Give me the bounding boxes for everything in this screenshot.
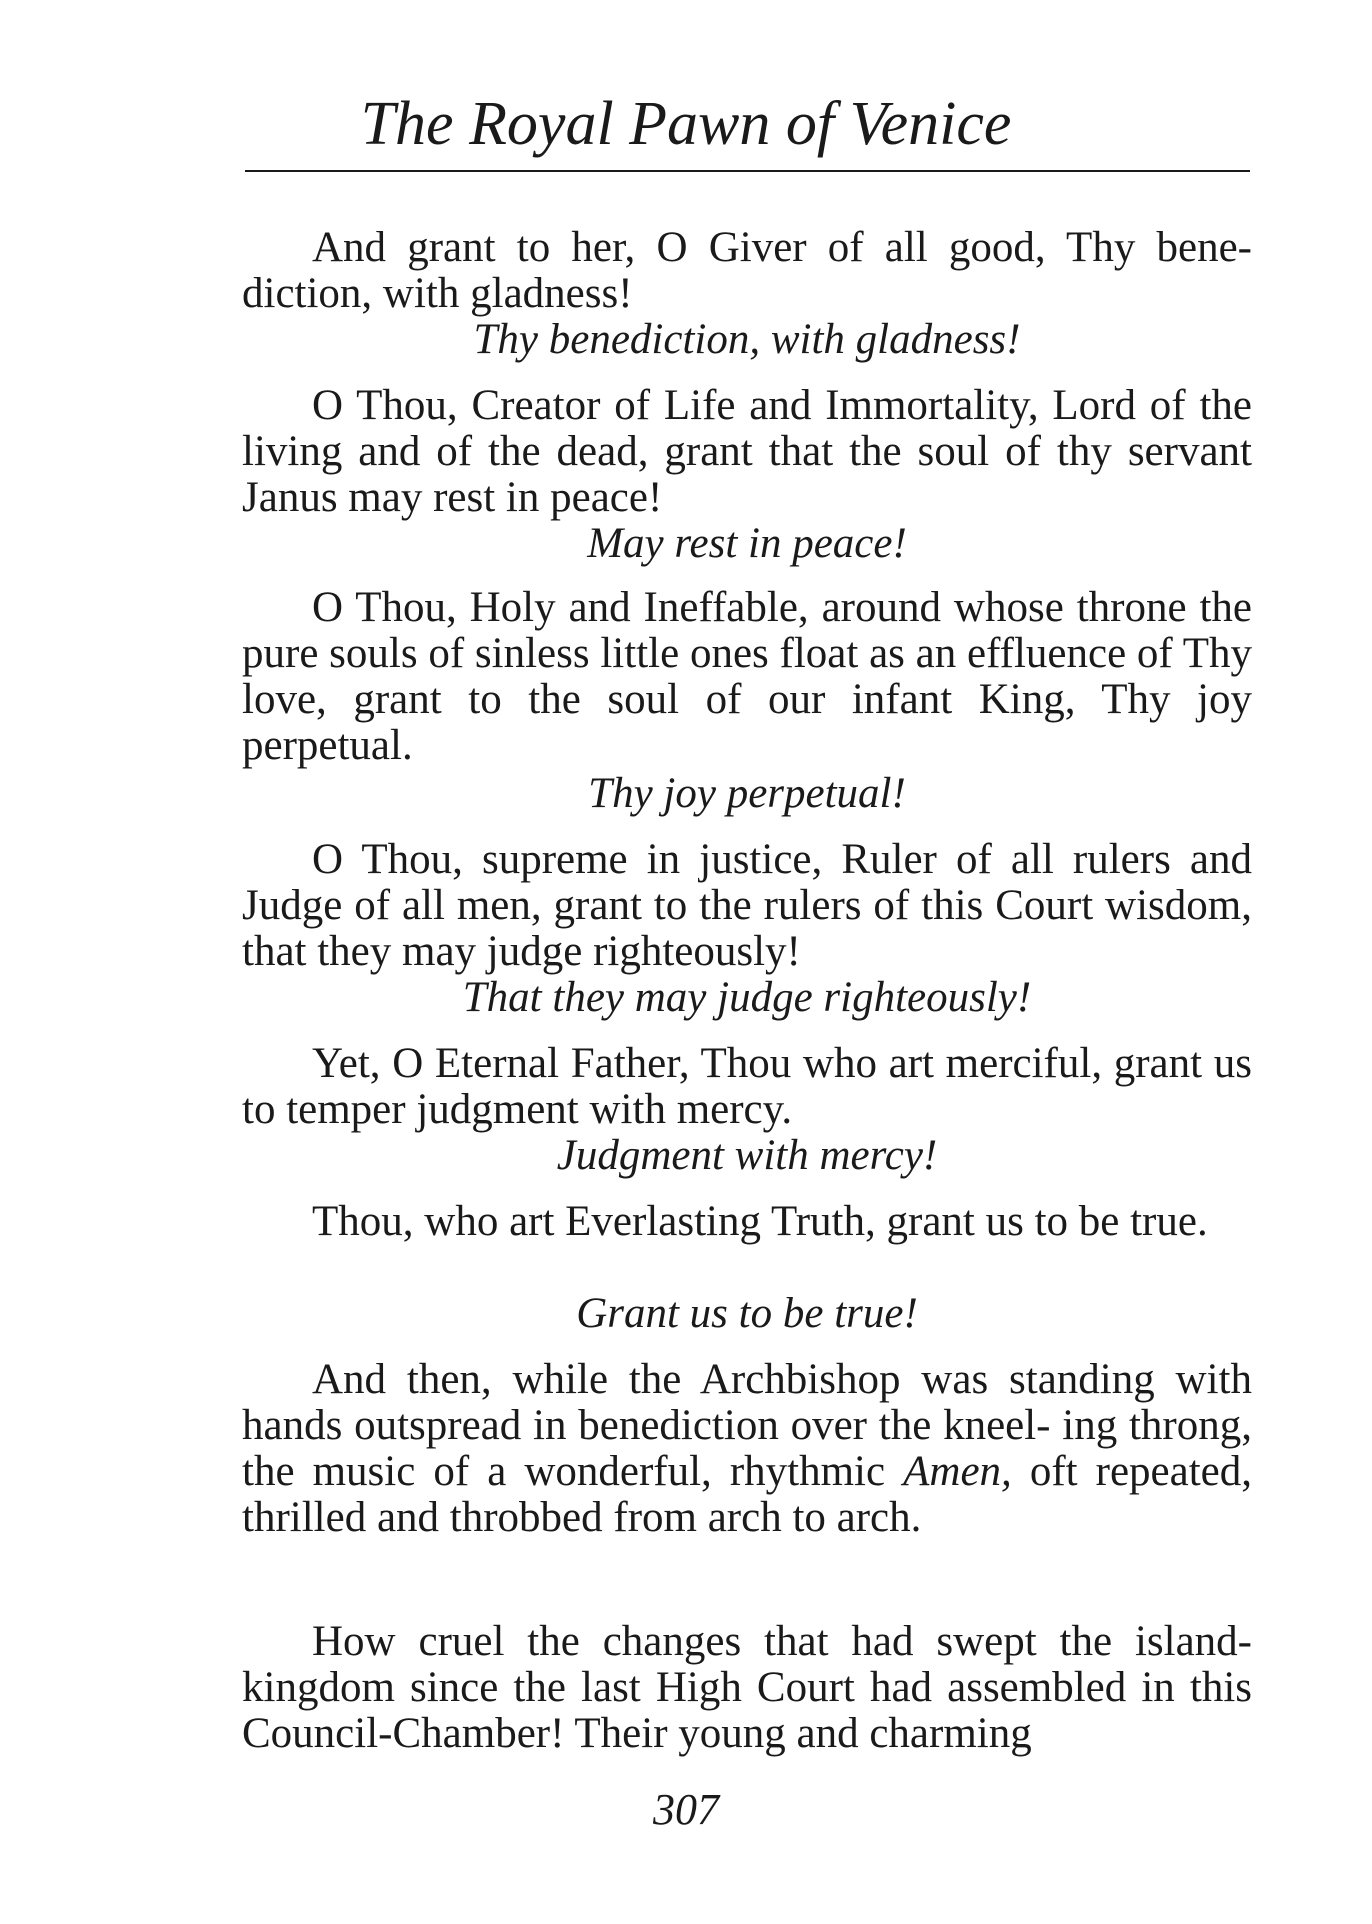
paragraph-7-text-a: And then, while the Archbishop was standing with hands outspread in benediction over the kneel- ing throng, the music of a wonderful, rhythmic: [242, 1356, 1252, 1495]
response-1: Thy benediction, with gladness!: [473, 316, 1021, 363]
paragraph-4: O Thou, supreme in justice, Ruler of all rulers and Judge of all men, grant to the rulers of this Court wisdom, that they may judge righteously!: [242, 836, 1252, 975]
paragraph-6: Thou, who art Everlasting Truth, grant us to be true.: [312, 1198, 1208, 1245]
response-4: That they may judge righteously!: [462, 974, 1032, 1021]
paragraph-7: [242, 1357, 1252, 1541]
response-2: May rest in peace!: [587, 520, 907, 567]
paragraph-7-text-b: oft repeated, thrilled and throbbed from arch to arch.: [242, 1448, 1253, 1541]
paragraph-8: How cruel the changes that had swept the island- kingdom since the last High Court had assembled in this Council-Chamber! Their young and charming: [242, 1618, 1252, 1757]
paragraph-2: O Thou, Creator of Life and Immortality, Lord of the living and of the dead, grant that the soul of thy servant Janus may rest in peace!: [242, 382, 1252, 521]
paragraph-3: O Thou, Holy and Ineffable, around whose throne the pure souls of sinless little ones float as an effluence of Thy love, grant to the soul of our infant King, Thy joy perpetual.: [242, 584, 1252, 769]
page-header-title: The Royal Pawn of Venice: [360, 90, 1012, 158]
paragraph-5: Yet, O Eternal Father, Thou who art merciful, grant us to temper judgment with mercy.: [242, 1040, 1252, 1133]
response-6: Grant us to be true!: [576, 1290, 918, 1337]
header-rule: [245, 170, 1250, 172]
page-number: 307: [653, 1785, 719, 1834]
response-5: Judgment with mercy!: [556, 1132, 938, 1179]
paragraph-1: And grant to her, O Giver of all good, Thy bene- diction, with gladness!: [242, 224, 1252, 317]
response-3: Thy joy perpetual!: [588, 770, 906, 817]
paragraph-7-amen: Amen,: [903, 1448, 1012, 1495]
